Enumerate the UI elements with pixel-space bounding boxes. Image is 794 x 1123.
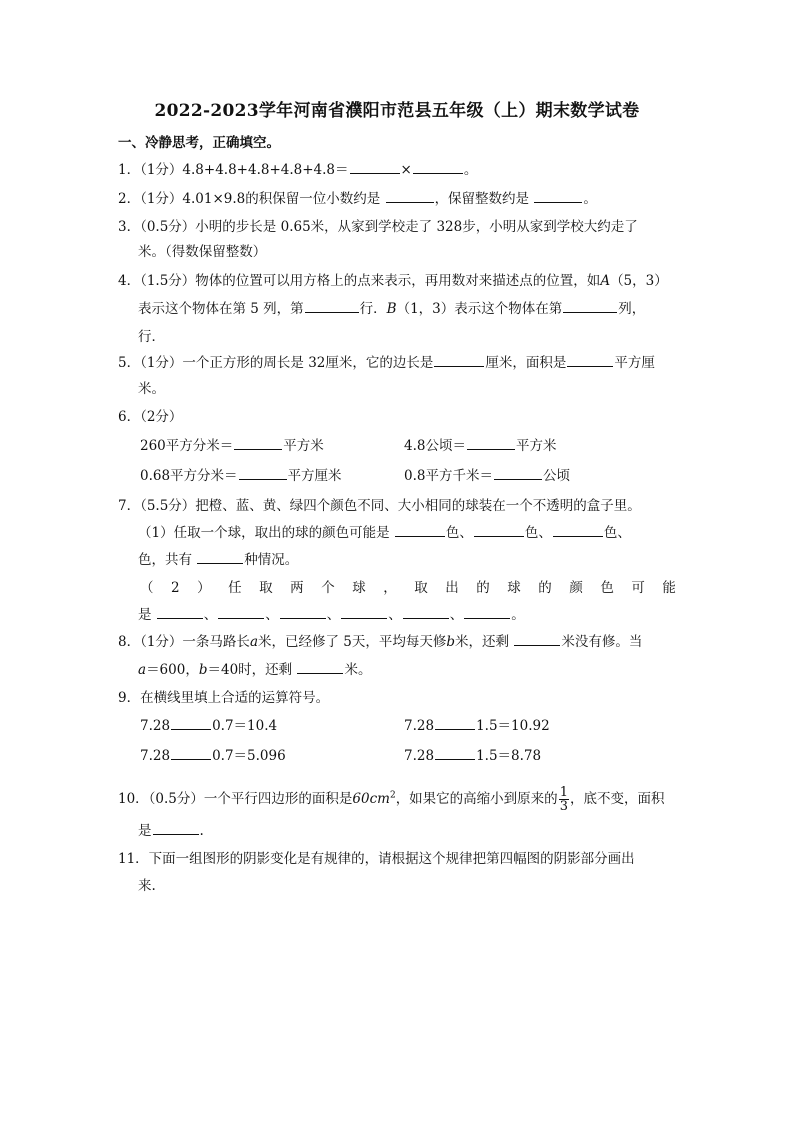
q7-part-2-char: 的	[476, 580, 490, 596]
q7-part-2	[140, 579, 676, 597]
q8-text-e: ＝600，	[146, 662, 199, 678]
q7-part-2-char: 出	[445, 580, 459, 596]
q7-text-c: 种情况。	[244, 552, 299, 568]
q6-unit: 公顷	[542, 468, 570, 484]
q7-part-1-line-2	[138, 551, 298, 569]
q7-color: 色、	[603, 525, 631, 541]
question-5	[118, 354, 655, 372]
q4-text-4: （1，3）表示这个物体在第	[396, 301, 563, 317]
q6-row-1-left	[140, 437, 324, 455]
q7-part-2-char: 的	[538, 580, 552, 596]
q9-expr: 1.5＝8.78	[476, 748, 542, 764]
answer-blank[interactable]	[534, 190, 582, 203]
q7-text-b: 色，共有	[138, 552, 197, 568]
q7-part-2-char: 球	[352, 580, 366, 596]
answer-blank[interactable]	[434, 354, 484, 367]
answer-blank[interactable]	[413, 161, 463, 174]
question-10-line-2	[138, 822, 204, 840]
q1-text: 1．（1分）4.8+4.8+4.8+4.8+4.8＝	[118, 162, 349, 178]
q7-part-2-char: 可	[631, 580, 645, 596]
q6-row-2-left	[140, 467, 342, 485]
answer-blank[interactable]	[197, 551, 243, 564]
answer-blank[interactable]	[153, 822, 199, 835]
answer-blank[interactable]	[218, 606, 264, 619]
question-11-line-2	[138, 877, 156, 895]
q4-coord: （5，3）	[610, 273, 668, 289]
q8-text-c: 米，还剩	[455, 634, 514, 650]
q7-text: （1）任取一个球，取出的球的颜色可能是	[138, 525, 394, 541]
q6-unit: 平方米	[283, 438, 324, 454]
q7-sep: 、	[326, 607, 341, 623]
question-4-line-3	[138, 328, 165, 346]
question-5-line-2	[138, 380, 165, 398]
q6-unit: 平方厘米	[287, 468, 342, 484]
q7-head: 7．（5.5分）把橙、蓝、黄、绿四个颜色不同、大小相同的球装在一个不透明的盒子里。	[118, 498, 641, 514]
section-heading: 一、冷静思考，正确填空。	[118, 135, 280, 151]
q7-sep: 、	[388, 607, 402, 623]
answer-blank[interactable]	[386, 190, 434, 203]
q7-part-2-justified	[140, 579, 676, 597]
q7-part-2-char: 能	[662, 580, 676, 596]
q9-row-1-right	[404, 717, 550, 735]
answer-blank[interactable]	[239, 467, 287, 480]
q7-part-2-char: 2	[171, 580, 180, 596]
q6-text: 260平方分米＝	[140, 438, 234, 454]
point-b-label: B	[386, 301, 397, 317]
q7-part-2-char: 色	[600, 580, 614, 596]
answer-blank[interactable]	[341, 606, 387, 619]
q7-part-2-char: 任	[228, 580, 242, 596]
question-4-line-2	[138, 300, 645, 318]
answer-blank[interactable]	[171, 717, 211, 730]
answer-blank[interactable]	[567, 354, 613, 367]
question-10	[118, 786, 664, 813]
q9-row-1-left	[140, 717, 277, 735]
q7-end: 。	[511, 607, 525, 623]
q8-text-d: 米没有修。当	[561, 634, 643, 650]
q4-text-5: 列，	[618, 301, 646, 317]
question-7	[118, 497, 641, 515]
q6-head: 6．（2分）	[118, 409, 183, 425]
q10-text: 10．（0.5分）一个平行四边形的面积是	[118, 791, 353, 807]
variable-b: b	[446, 634, 456, 650]
q7-color: 色、	[524, 525, 552, 541]
answer-blank[interactable]	[350, 161, 400, 174]
fraction-denominator: 3	[559, 799, 568, 814]
answer-blank[interactable]	[171, 747, 211, 760]
q3-text-2: 米。（得数保留整数）	[138, 244, 267, 260]
q7-part-2-char: ）	[197, 580, 211, 596]
variable-b: b	[198, 662, 208, 678]
q8-text-b: 米，已经修了 5天，平均每天修	[258, 634, 447, 650]
q11-text: 11．下面一组图形的阴影变化是有规律的，请根据这个规律把第四幅图的阴影部分画出	[118, 851, 635, 867]
q7-sep: 、	[203, 607, 218, 623]
answer-blank[interactable]	[494, 467, 542, 480]
question-8	[118, 633, 642, 651]
q9-num: 7.28	[404, 748, 435, 764]
q7-sep: 、	[265, 607, 279, 623]
q6-row-1-right	[404, 437, 556, 455]
answer-blank[interactable]	[435, 717, 475, 730]
question-1	[118, 161, 477, 179]
q6-row-2-right	[404, 467, 570, 485]
answer-blank[interactable]	[435, 747, 475, 760]
q10-text-d: 是	[138, 823, 152, 839]
question-11	[118, 850, 635, 868]
answer-blank[interactable]	[464, 606, 510, 619]
q9-expr: 0.7＝10.4	[212, 718, 278, 734]
q2-text-b: ，保留整数约是	[434, 191, 534, 207]
q9-num: 7.28	[140, 748, 171, 764]
answer-blank[interactable]	[234, 437, 282, 450]
q7-part-1	[138, 524, 631, 542]
q7-part-2-line-2	[138, 606, 525, 624]
variable-a: a	[138, 662, 147, 678]
q10-text-b: ，如果它的高缩小到原来的	[395, 791, 558, 807]
q2-end: 。	[583, 191, 597, 207]
q5-text: 5．（1分）一个正方形的周长是 32厘米，它的边长是	[118, 355, 434, 371]
q4-text-3: 行．	[359, 301, 387, 317]
q9-head: 9．在横线里填上合适的运算符号。	[118, 690, 330, 706]
answer-blank[interactable]	[157, 606, 203, 619]
fraction-one-third	[559, 786, 569, 813]
answer-blank[interactable]	[395, 524, 445, 537]
q9-num: 7.28	[404, 718, 435, 734]
q10-text-c: ，底不变，面积	[569, 791, 665, 807]
question-8-line-2	[138, 661, 371, 679]
q7-part-2-char: 两	[290, 580, 304, 596]
q7-part-2-char: （	[140, 580, 154, 596]
answer-blank[interactable]	[305, 300, 359, 313]
answer-blank[interactable]	[514, 633, 560, 646]
times-sign: ×	[400, 162, 412, 178]
q4-text-6: 行．	[138, 329, 165, 345]
q7-part-2-char: 球	[507, 580, 521, 596]
q10-end: .	[199, 823, 204, 839]
q8-text-f: ＝40时，还剩	[207, 662, 297, 678]
answer-blank[interactable]	[563, 300, 617, 313]
q4-text: 4．（1.5分）物体的位置可以用方格上的点来表示，再用数对来描述点的位置，如	[118, 273, 601, 289]
exam-title: 2022-2023学年河南省濮阳市范县五年级（上）期末数学试卷	[154, 101, 640, 121]
q4-text-2: 表示这个物体在第 5 列，第	[138, 301, 304, 317]
question-2	[118, 190, 597, 208]
q7-color: 色、	[445, 525, 473, 541]
answer-blank[interactable]	[403, 606, 449, 619]
question-6	[118, 408, 182, 426]
q2-text: 2．（1分）4.01×9.8的积保留一位小数约是	[118, 191, 385, 207]
q7-part-2-char: 取	[259, 580, 273, 596]
answer-blank[interactable]	[297, 661, 343, 674]
question-9	[118, 689, 329, 707]
q6-text: 0.8平方千米＝	[404, 468, 493, 484]
fraction-numerator: 1	[559, 785, 568, 800]
area-value: 60cm	[352, 791, 390, 807]
question-3-line-2	[138, 243, 266, 261]
q8-text-g: 米。	[344, 662, 372, 678]
q3-text: 3．（0.5分）小明的步长是 0.65米，从家到学校走了 328步，小明从家到学校大约走了	[118, 219, 638, 235]
q6-text: 4.8公顷＝	[404, 438, 466, 454]
q9-row-2-left	[140, 747, 286, 765]
q7-part-2-char: 个	[321, 580, 335, 596]
q7-part-2-char: 颜	[569, 580, 583, 596]
question-3	[118, 218, 638, 236]
q9-row-2-right	[404, 747, 541, 765]
q6-text: 0.68平方分米＝	[140, 468, 238, 484]
q5-text-c: 平方厘	[614, 355, 655, 371]
answer-blank[interactable]	[467, 437, 515, 450]
answer-blank[interactable]	[474, 524, 524, 537]
answer-blank[interactable]	[280, 606, 326, 619]
q7-part-2-char: 取	[414, 580, 428, 596]
q7-text-d: 是	[138, 607, 156, 623]
q1-end: 。	[463, 162, 478, 178]
q9-num: 7.28	[140, 718, 171, 734]
q5-text-b: 厘米，面积是	[485, 355, 567, 371]
answer-blank[interactable]	[553, 524, 603, 537]
q7-part-2-char: ，	[383, 580, 397, 596]
point-a-label: A	[600, 273, 611, 289]
q9-expr: 0.7＝5.096	[212, 748, 286, 764]
q11-text-2: 来.	[138, 878, 156, 894]
variable-a: a	[249, 634, 258, 650]
question-4	[118, 272, 668, 290]
q8-text: 8．（1分）一条马路长	[118, 634, 250, 650]
q9-expr: 1.5＝10.92	[476, 718, 550, 734]
q6-unit: 平方米	[515, 438, 557, 454]
area-exponent: 2	[389, 790, 396, 801]
q5-text-2: 米。	[138, 381, 165, 397]
q7-sep: 、	[449, 607, 464, 623]
